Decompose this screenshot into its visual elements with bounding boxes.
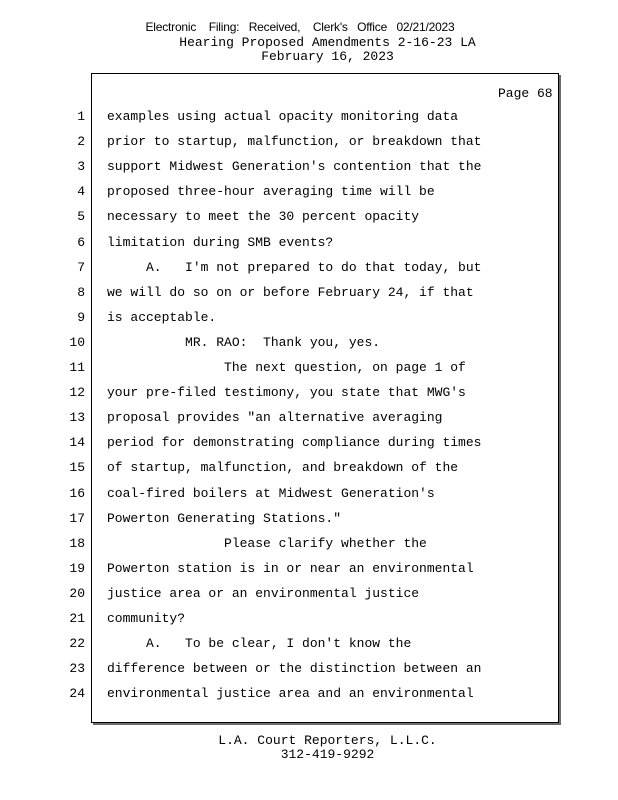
transcript-line (0, 586, 618, 602)
line-text: we will do so on or before February 24, if that (107, 284, 474, 300)
line-text: environmental justice area and an environmental (107, 686, 474, 702)
transcript-line (0, 435, 618, 451)
line-text: coal-fired boilers at Midwest Generation's (107, 485, 435, 501)
transcript-line (0, 636, 618, 652)
transcript-date: February 16, 2023 (261, 49, 394, 64)
page-number: Page 68 (498, 86, 553, 101)
transcript-line (0, 611, 618, 627)
line-text: MR. RAO: Thank you, yes. (107, 334, 381, 350)
line-number: 10 (69, 334, 85, 350)
line-number: 24 (69, 686, 85, 702)
transcript-line (0, 235, 618, 251)
reporter-company: L.A. Court Reporters, L.L.C. (218, 733, 437, 748)
transcript-line (0, 661, 618, 677)
filing-stamp: Electronic Filing: Received, Clerk's Office 02/21/2023 (145, 20, 455, 34)
transcript-line (0, 385, 618, 401)
line-number: 14 (69, 435, 85, 451)
line-text: proposed three-hour averaging time will be (107, 184, 435, 200)
transcript-line (0, 134, 618, 150)
line-number: 3 (77, 159, 85, 175)
transcript-line (0, 184, 618, 200)
line-text: is acceptable. (107, 309, 217, 325)
line-number: 7 (77, 259, 85, 275)
transcript-line (0, 536, 618, 552)
line-text: Please clarify whether the (107, 535, 427, 551)
transcript-line (0, 360, 618, 376)
line-number: 11 (69, 360, 85, 375)
transcript-line (0, 260, 618, 276)
line-number: 16 (69, 485, 85, 501)
line-number: 5 (77, 209, 85, 225)
transcript-line (0, 410, 618, 426)
line-text: your pre-filed testimony, you state that MWG's (107, 385, 466, 401)
line-number: 23 (69, 661, 85, 677)
transcript-line (0, 159, 618, 175)
line-text: difference between or the distinction between an (107, 661, 482, 677)
line-text: examples using actual opacity monitoring data (107, 109, 459, 124)
line-number: 13 (69, 410, 85, 426)
transcript-line (0, 686, 618, 702)
line-number: 22 (69, 636, 85, 652)
line-number: 15 (69, 460, 85, 476)
transcript-line (0, 109, 618, 125)
transcript-line (0, 486, 618, 502)
line-number: 20 (69, 585, 85, 601)
line-text: A. I'm not prepared to do that today, but (107, 259, 482, 275)
line-text: justice area or an environmental justice (107, 585, 420, 601)
line-number: 1 (77, 109, 85, 124)
reporter-phone: 312-419-9292 (280, 747, 375, 762)
line-text: period for demonstrating compliance during times (107, 435, 482, 451)
line-number: 12 (69, 385, 85, 401)
line-text: A. To be clear, I don't know the (107, 636, 412, 652)
line-number: 9 (77, 309, 85, 325)
transcript-line (0, 460, 618, 476)
line-number: 21 (69, 611, 85, 626)
line-text: proposal provides "an alternative averaging (107, 410, 443, 426)
line-number: 2 (77, 134, 85, 150)
line-text: Powerton station is in or near an environmental (107, 560, 474, 576)
line-text: community? (107, 611, 186, 626)
line-number: 19 (69, 560, 85, 576)
transcript-line (0, 335, 618, 351)
transcript-line (0, 310, 618, 326)
transcript-line (0, 561, 618, 577)
line-text: of startup, malfunction, and breakdown of the (107, 460, 459, 476)
line-number: 4 (77, 184, 85, 200)
line-text: necessary to meet the 30 percent opacity (107, 209, 420, 225)
line-text: limitation during SMB events? (107, 234, 334, 250)
line-number: 17 (69, 510, 85, 526)
line-text: prior to startup, malfunction, or breakdown that (107, 134, 482, 150)
line-text: support Midwest Generation's contention that the (107, 159, 482, 175)
line-number: 8 (77, 284, 85, 300)
line-number: 18 (69, 535, 85, 551)
transcript-line (0, 511, 618, 527)
line-text: Powerton Generating Stations." (107, 510, 342, 526)
transcript-line (0, 285, 618, 301)
transcript-title: Hearing Proposed Amendments 2-16-23 LA (179, 35, 476, 50)
line-text: The next question, on page 1 of (107, 360, 466, 375)
transcript-line (0, 209, 618, 225)
line-number: 6 (77, 234, 85, 250)
